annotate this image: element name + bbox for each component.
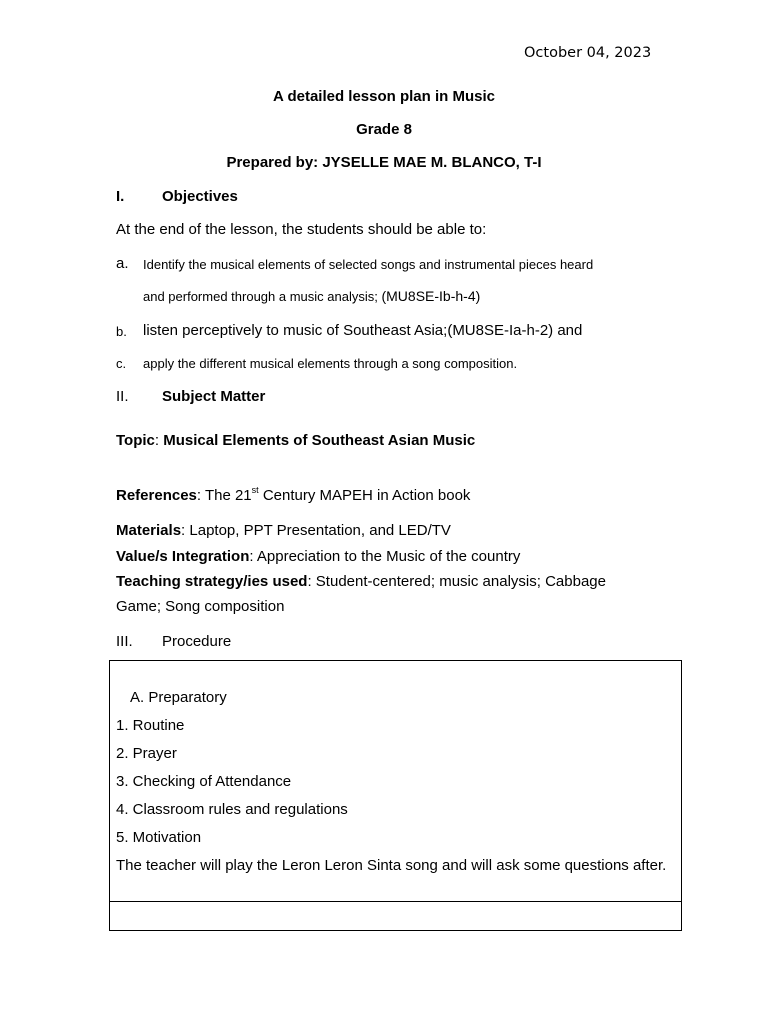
objective-a-cont-text: and performed through a music analysis; <box>143 289 382 304</box>
document-date: October 04, 2023 <box>524 45 652 61</box>
procedure-heading: Procedure <box>162 633 232 650</box>
objective-a-text: Identify the musical elements of selected songs and instrumental pieces heard <box>143 257 594 272</box>
objective-a-continuation <box>143 288 480 306</box>
prepared-by: Prepared by: JYSELLE MAE M. BLANCO, T-I <box>226 154 542 171</box>
subject-matter-heading: Subject Matter <box>162 388 266 405</box>
subject-matter-numeral: II. <box>116 388 129 405</box>
materials-line <box>116 522 451 539</box>
strategy-value-continued: Game; Song composition <box>116 598 285 615</box>
grade-level: Grade 8 <box>356 121 412 138</box>
objective-a-code: (MU8SE-Ib-h-4) <box>381 288 481 304</box>
step-routine: 1. Routine <box>116 717 185 734</box>
motivation-description: The teacher will play the Leron Leron Sinta song and will ask some questions after. <box>116 857 667 874</box>
topic-label: Topic <box>116 432 155 449</box>
materials-value: : Laptop, PPT Presentation, and LED/TV <box>181 522 451 539</box>
strategy-value: : Student-centered; music analysis; Cabbage <box>307 573 606 590</box>
preparatory-heading: A. Preparatory <box>130 689 227 706</box>
objective-a-marker: a. <box>116 255 129 272</box>
values-label: Value/s Integration <box>116 548 250 565</box>
objective-c-text: apply the different musical elements through a song composition. <box>143 356 518 371</box>
topic-value: Musical Elements of Southeast Asian Music <box>163 432 476 449</box>
references-sup: st <box>251 485 259 495</box>
step-prayer: 2. Prayer <box>116 745 177 762</box>
lesson-plan-title: A detailed lesson plan in Music <box>273 88 495 105</box>
references-label: References <box>116 487 197 504</box>
objectives-numeral: I. <box>116 188 125 205</box>
objective-b-marker: b. <box>116 324 127 339</box>
references-line <box>116 487 470 504</box>
references-post: Century MAPEH in Action book <box>258 487 471 504</box>
references-pre: : The 21 <box>196 487 252 504</box>
strategy-label: Teaching strategy/ies used <box>116 573 308 590</box>
step-attendance: 3. Checking of Attendance <box>116 773 292 790</box>
objectives-heading: Objectives <box>162 188 238 205</box>
objectives-intro: At the end of the lesson, the students should be able to: <box>116 221 487 238</box>
topic-line: Topic: Musical Elements of Southeast Asian Music <box>116 432 476 449</box>
materials-label: Materials <box>116 522 182 539</box>
values-line <box>116 548 520 565</box>
step-classroom-rules: 4. Classroom rules and regulations <box>116 801 348 818</box>
procedure-table-empty-row <box>109 901 682 931</box>
strategy-line <box>116 573 606 590</box>
objective-b-text: listen perceptively to music of Southeast Asia;(MU8SE-Ia-h-2) and <box>143 322 583 339</box>
values-value: : Appreciation to the Music of the country <box>249 548 521 565</box>
objective-c-marker: c. <box>116 356 127 371</box>
procedure-numeral: III. <box>116 633 133 650</box>
step-motivation: 5. Motivation <box>116 829 202 846</box>
